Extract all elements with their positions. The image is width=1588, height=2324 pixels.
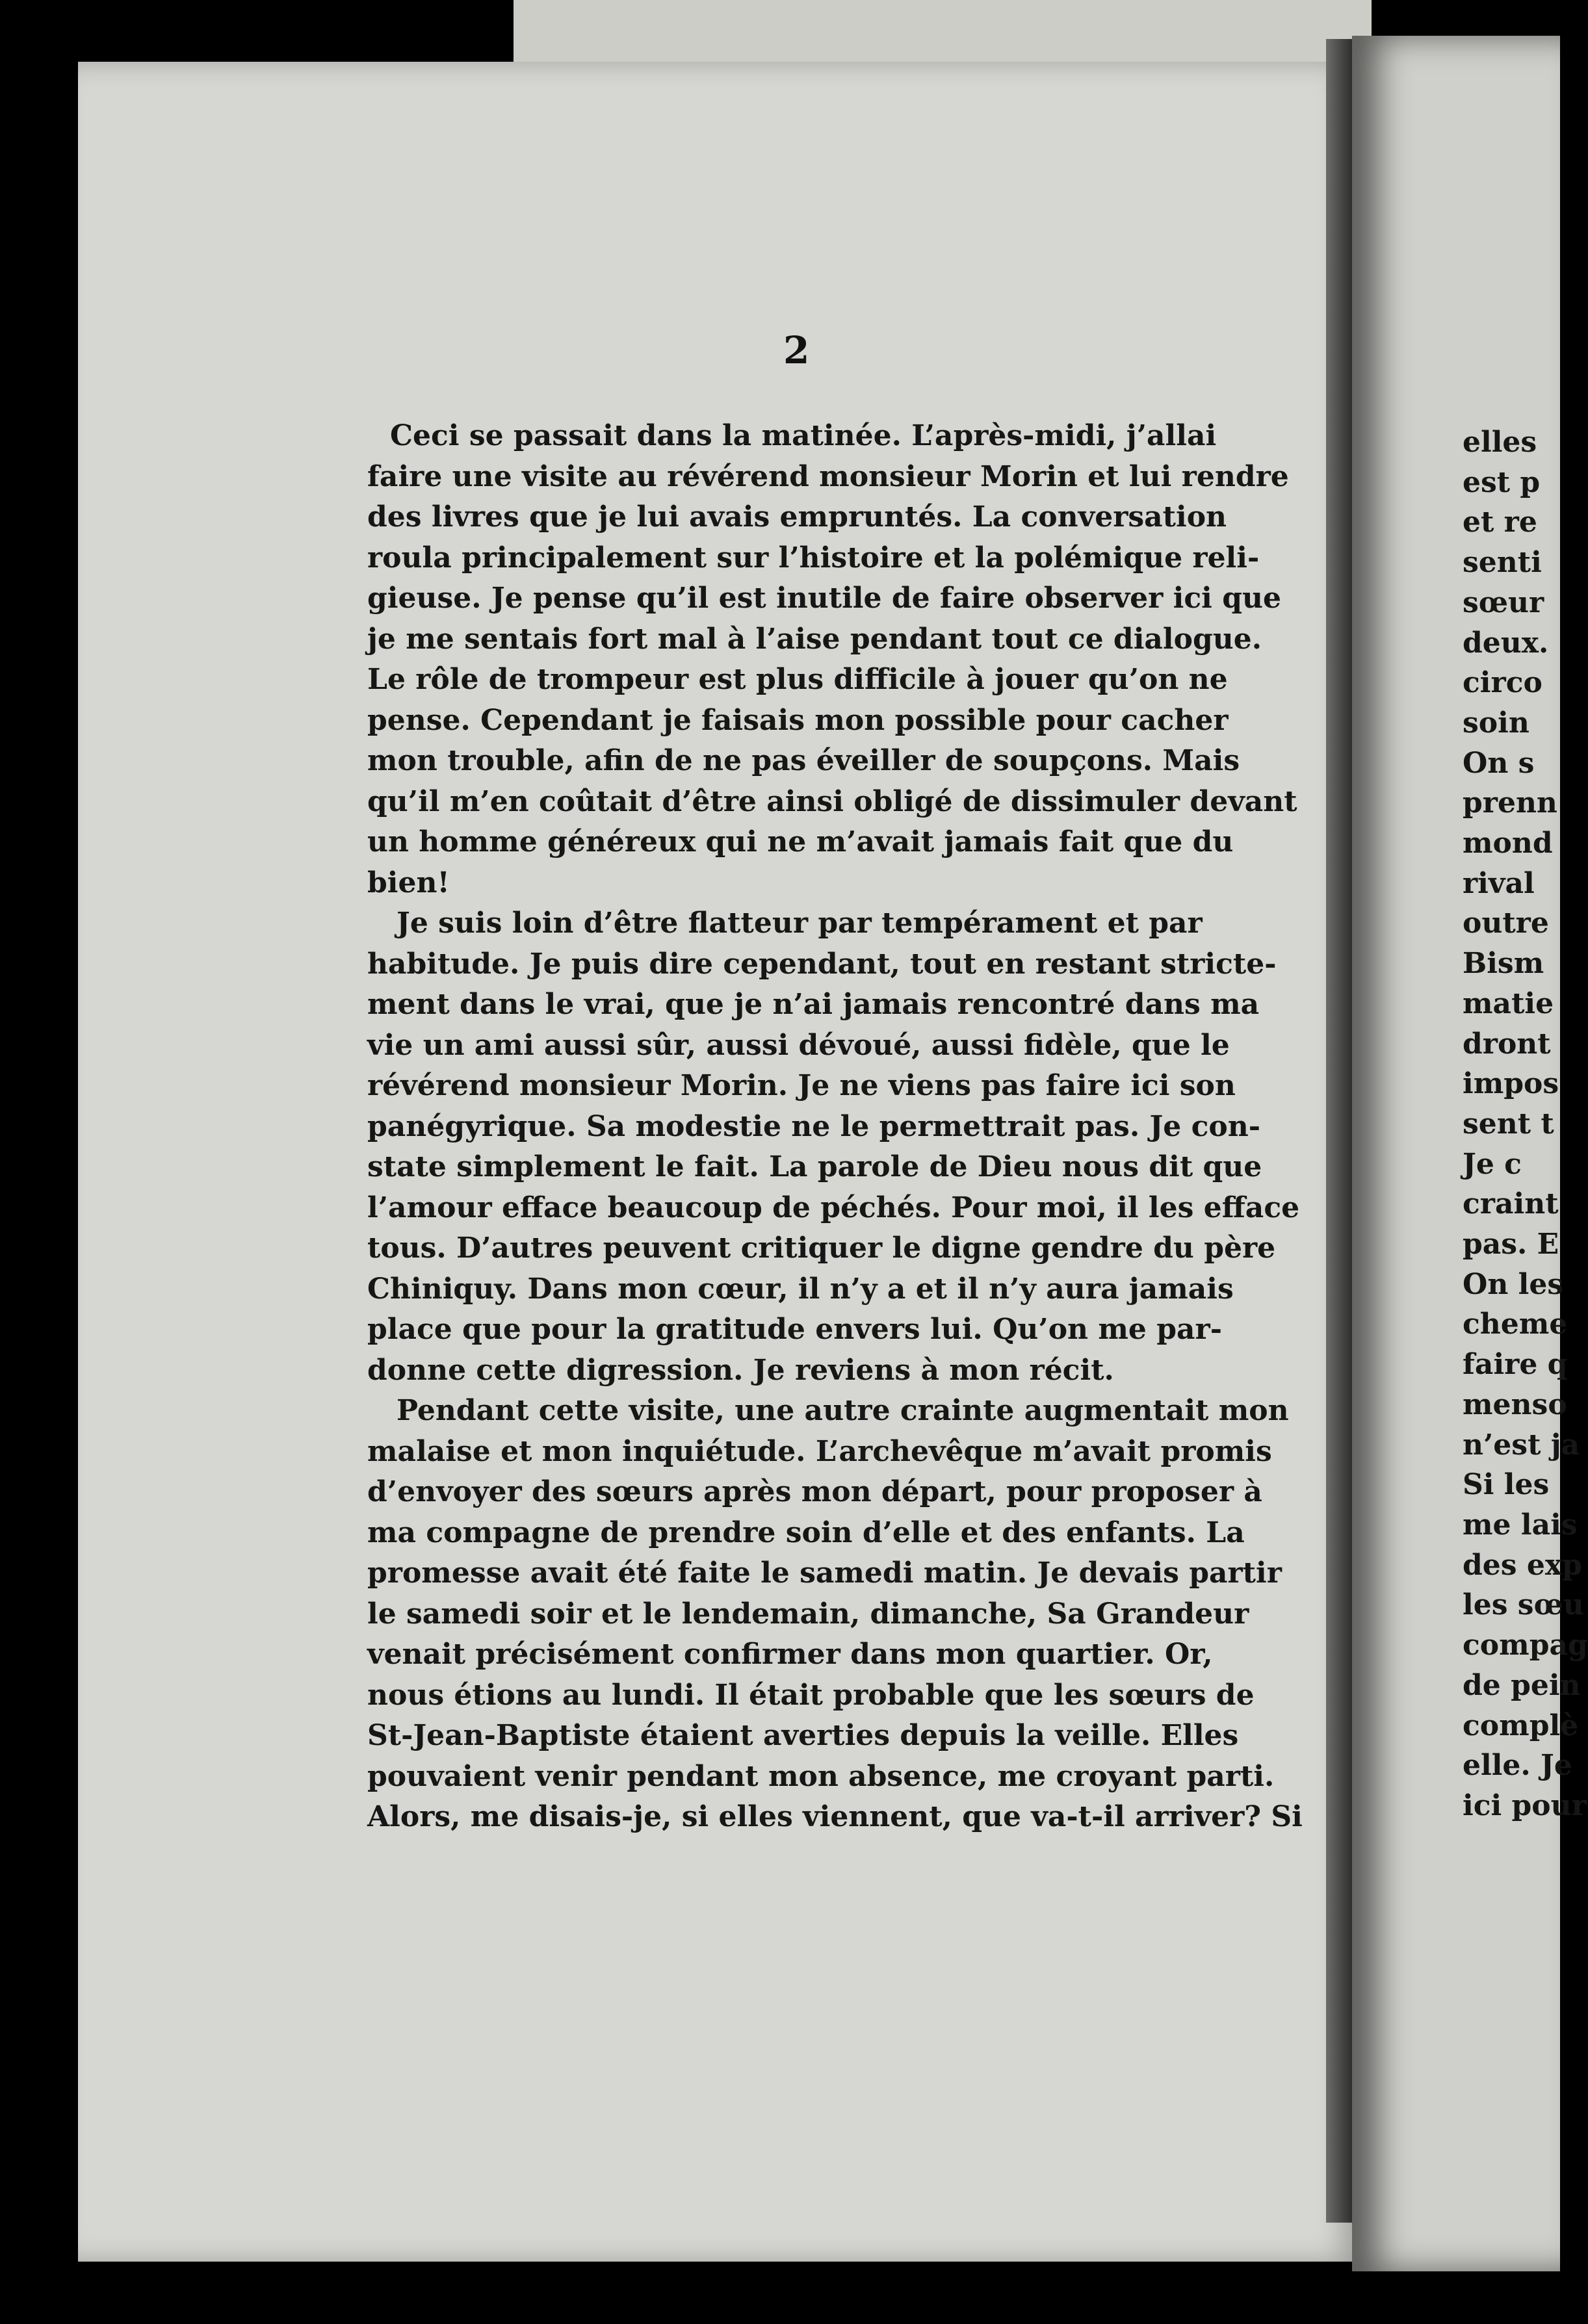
text-line: vie un ami aussi sûr, aussi dévoué, aussi fidèle, que le (367, 1028, 1230, 1062)
text-line: habitude. Je puis dire cependant, tout en restant stricte- (367, 947, 1277, 981)
text-line: elle. Je (1463, 1749, 1572, 1783)
text-line: mond (1463, 827, 1553, 860)
text-line: donne cette digression. Je reviens à mon récit. (367, 1353, 1114, 1387)
page-number: 2 (783, 328, 810, 372)
text-line: faire q (1463, 1348, 1568, 1382)
text-line: elles (1463, 426, 1537, 459)
text-line: d’envoyer des sœurs après mon départ, pour proposer à (367, 1475, 1262, 1508)
text-line: matie (1463, 987, 1554, 1020)
text-line: rival (1463, 866, 1535, 900)
text-line: dront (1463, 1027, 1551, 1061)
text-line: l’amour efface beaucoup de péchés. Pour moi, il les efface (367, 1191, 1300, 1224)
text-line: sent t (1463, 1107, 1554, 1141)
text-line: place que pour la gratitude envers lui. Qu’on me par- (367, 1313, 1222, 1346)
text-line: deux. (1463, 626, 1549, 660)
text-line: outre (1463, 907, 1549, 940)
text-line: pouvaient venir pendant mon absence, me croyant parti. (367, 1759, 1275, 1793)
text-line: un homme généreux qui ne m’avait jamais fait que du (367, 825, 1234, 859)
text-line: des exp (1463, 1548, 1582, 1582)
text-line: sœur (1463, 586, 1544, 619)
text-line: pas. E (1463, 1228, 1559, 1261)
text-line: des livres que je lui avais empruntés. La conversation (367, 500, 1227, 534)
text-line: Chiniquy. Dans mon cœur, il n’y a et il n’y aura jamais (367, 1272, 1234, 1306)
text-line: roula principalement sur l’histoire et la polémique reli- (367, 541, 1260, 575)
text-line: le samedi soir et le lendemain, dimanche, Sa Grandeur (367, 1597, 1249, 1631)
text-line: ment dans le vrai, que je n’ai jamais rencontré dans ma (367, 988, 1260, 1021)
text-line: St-Jean-Baptiste étaient averties depuis la veille. Elles (367, 1719, 1239, 1752)
right-page-text (1463, 422, 1588, 1826)
text-line: nous étions au lundi. Il était probable que les sœurs de (367, 1678, 1255, 1712)
paragraph-2 (367, 903, 1300, 1391)
text-line: circo (1463, 666, 1542, 700)
text-line: state simplement le fait. La parole de Dieu nous dit que (367, 1150, 1262, 1183)
text-line: Bism (1463, 947, 1544, 981)
text-line: soin (1463, 706, 1529, 740)
text-line: cheme (1463, 1308, 1568, 1341)
text-line: On les (1463, 1267, 1564, 1301)
text-line: bien! (367, 866, 450, 899)
text-line: me lais (1463, 1508, 1578, 1542)
text-line: Ceci se passait dans la matinée. L’après-midi, j’allai (390, 419, 1217, 452)
text-line: les sœu (1463, 1588, 1584, 1622)
text-line: je me sentais fort mal à l’aise pendant tout ce dialogue. (367, 622, 1262, 656)
text-line: Je suis loin d’être flatteur par tempérament et par (397, 907, 1203, 940)
text-line: Je c (1463, 1147, 1522, 1181)
text-line: n’est ja (1463, 1428, 1580, 1462)
text-line: Le rôle de trompeur est plus difficile à jouer qu’on ne (367, 663, 1228, 696)
text-line: faire une visite au révérend monsieur Morin et lui rendre (367, 459, 1289, 493)
text-line: malaise et mon inquiétude. L’archevêque m’avait promis (367, 1434, 1272, 1468)
text-line: senti (1463, 546, 1542, 580)
text-line: gieuse. Je pense qu’il est inutile de faire observer ici que (367, 582, 1281, 615)
text-line: Alors, me disais-je, si elles viennent, que va-t-il arriver? Si (367, 1800, 1303, 1833)
text-line: panégyrique. Sa modestie ne le permettrait pas. Je con- (367, 1109, 1260, 1143)
text-line: compag (1463, 1629, 1588, 1662)
paragraph-1 (367, 416, 1297, 903)
text-line: complè (1463, 1709, 1579, 1742)
body-text (367, 416, 1303, 1838)
text-line: Si les (1463, 1468, 1550, 1502)
text-line: pense. Cependant je faisais mon possible pour cacher (367, 703, 1229, 737)
text-line: On s (1463, 746, 1535, 780)
text-line: menso (1463, 1388, 1567, 1421)
text-line: et re (1463, 506, 1537, 539)
text-line: est p (1463, 465, 1541, 499)
text-line: craint (1463, 1187, 1559, 1221)
text-line: mon trouble, afin de ne pas éveiller de soupçons. Mais (367, 744, 1240, 777)
text-line: prenn (1463, 786, 1557, 820)
paragraph-3 (367, 1391, 1303, 1838)
text-line: promesse avait été faite le samedi matin. Je devais partir (367, 1556, 1282, 1590)
text-line: venait précisément confirmer dans mon quartier. Or, (367, 1638, 1213, 1671)
text-line: tous. D’autres peuvent critiquer le digne gendre du père (367, 1232, 1276, 1265)
text-line: révérend monsieur Morin. Je ne viens pas faire ici son (367, 1069, 1236, 1102)
text-line: Pendant cette visite, une autre crainte augmentait mon (397, 1394, 1289, 1427)
text-line: ma compagne de prendre soin d’elle et des enfants. La (367, 1516, 1245, 1549)
text-line: de pein (1463, 1668, 1581, 1702)
text-line: impos (1463, 1067, 1559, 1101)
text-line: ici pour (1463, 1788, 1587, 1822)
text-line: qu’il m’en coûtait d’être ainsi obligé de dissimuler devant (367, 784, 1297, 818)
back-sheet-edge (514, 0, 1372, 68)
